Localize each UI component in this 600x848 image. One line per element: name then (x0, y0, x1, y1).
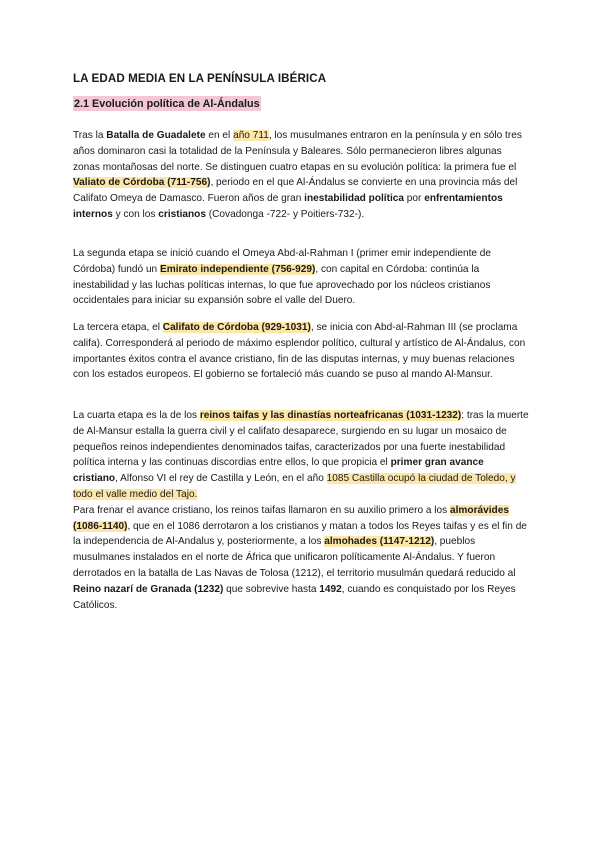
highlighted-text: año 711 (233, 130, 269, 141)
paragraph-taifas: La cuarta etapa es la de los reinos taifas y las dinastías norteafricanas (1031-1232): tras la muerte de Al-Mansur estalla la guerra civil y el califato desaparece, surgiendo en su lugar un mosaico de pequeños reinos independientes denominados taifas, caracterizados por una fuerte inestabilidad política interna y las continuas discordias entre ellos, lo que propicia el primer gran avance cristiano, Alfonso VI el rey de Castilla y León, en el año 1085 Castilla ocupó la ciudad de Toledo, y todo el valle medio del Tajo. Para frenar el avance cristiano, los reinos taifas llamaron en su auxilio primero a los almorávides (1086-1140), que en el 1086 derrotaron a los cristianos y matan a todos los Reyes taifas y es el fin de la independencia de Al-Andalus y, posteriormente, a los almohades (1147-1212), pueblos musulmanes instalados en el norte de África que unificaron políticamente Al-Ándalus. Y fueron derrotados en la batalla de Las Navas de Tolosa (1212), el territorio musulmán quedará reducido al Reino nazarí de Granada (1232) que sobrevive hasta 1492, cuando es conquistado por los Reyes Católicos. (73, 410, 529, 611)
paragraph-caliphate: La tercera etapa, el Califato de Córdoba (929-1031), se inicia con Abd-al-Rahman III (se proclama califa). Corresponderá al periodo de máximo esplendor político, cultural y artístico de Al-Ándalus, con importantes éxitos contra el avance cristiano, fin de las disputas internas, y muy buenas relaciones con los estados europeos. El gobierno se fortaleció más cuando se puso al mando Al-Mansur. (73, 322, 526, 381)
highlighted-term: Califato de Córdoba (929-1031) (162, 322, 311, 333)
bold-term: Batalla de Guadalete (106, 130, 206, 141)
section-heading-text: 2.1 Evolución política de Al-Ándalus (74, 98, 260, 110)
bold-term: 1492 (319, 583, 342, 595)
highlighted-term: Emirato independiente (756-929) (159, 263, 316, 275)
document-title: LA EDAD MEDIA EN LA PENÍNSULA IBÉRICA (73, 72, 327, 85)
section-heading (73, 98, 261, 110)
bold-term: cristianos (158, 208, 206, 220)
highlighted-term: almohades (1147-1212) (324, 536, 435, 548)
highlighted-term: Valiato de Córdoba (711-756) (73, 177, 211, 189)
bold-term: enfrentamientos internos (73, 193, 503, 220)
bold-term: Reino nazarí de Granada (1232) (73, 583, 224, 595)
highlighted-term: almorávides (1086-1140) (73, 504, 509, 532)
highlighted-term: reinos taifas y las dinastías norteafricanas (1031-1232) (199, 410, 462, 421)
bold-term: inestabilidad política (304, 193, 404, 205)
highlighted-text: 1085 Castilla ocupó la ciudad de Toledo, y todo el valle medio del Tajo. (73, 473, 516, 500)
paragraph-intro: Tras la Batalla de Guadalete en el año 711, los musulmanes entraron en la península y en sólo tres años dominaron casi la totalidad de la Península y Baleares. Sólo permanecieron libres algunas zonas montañosas del norte. Se distinguen cuatro etapas en su evolución política: la primera fue el Valiato de Córdoba (711-756), periodo en el que Al-Ándalus se convierte en una provincia más del Califato Omeya de Damasco. Fueron años de gran inestabilidad política por enfrentamientos internos y con los cristianos (Covadonga -722- y Poitiers-732-). (73, 130, 522, 220)
bold-term: primer gran avance cristiano (73, 457, 484, 485)
paragraph-emirate: La segunda etapa se inició cuando el Omeya Abd-al-Rahman I (primer emir independiente de Córdoba) fundó un Emirato independiente (756-929), con capital en Córdoba: continúa la inestabilidad y las luchas políticas internas, lo que fue aprovechado por los núcleos cristianos occidentales para iniciar su expansión sobre el valle del Duero. (73, 248, 492, 307)
